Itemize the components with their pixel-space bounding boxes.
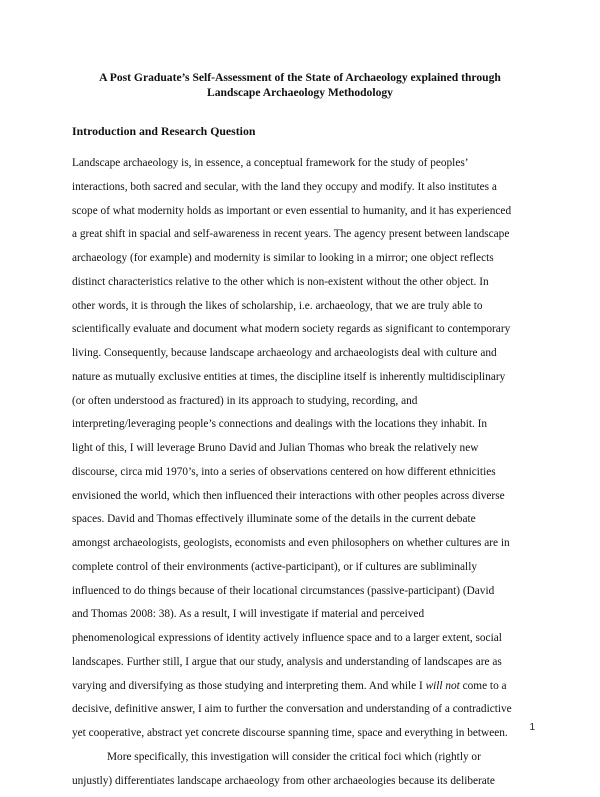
emphasis-text: will not [426,680,460,692]
body-line: complete control of their environments (active-participant), or if cultures are subliminally [72,560,542,584]
body-line: envisioned the world, which then influenced their interactions with other peoples across diverse [72,489,542,513]
body-line: discourse, circa mid 1970’s, into a series of observations centered on how different ethnicities [72,465,542,489]
body-line: other words, it is through the likes of scholarship, i.e. archaeology, that we are truly able to [72,299,542,323]
title-line-1: A Post Graduate’s Self-Assessment of the State of Archaeology explained through [60,70,540,85]
body-line: living. Consequently, because landscape archaeology and archaeologists deal with culture and [72,346,542,370]
body-line: and Thomas 2008: 38). As a result, I will investigate if material and perceived [72,607,542,631]
body-text [72,156,542,797]
body-line: interpreting/leveraging people’s connections and dealings with the locations they inhabit. In [72,417,542,441]
body-line: landscapes. Further still, I argue that our study, analysis and understanding of landscapes are as [72,655,542,679]
body-line: distinct characteristics relative to the other which is non-existent without the other object. In [72,275,542,299]
body-line: nature as mutually exclusive entities at times, the discipline itself is inherently multidisciplinary [72,370,542,394]
body-line: varying and diversifying as those studying and interpreting them. And while I will not come to a [72,679,542,703]
body-line: unjustly) differentiates landscape archaeology from other archaeologies because its deliberate [72,774,542,797]
body-line: light of this, I will leverage Bruno David and Julian Thomas who break the relatively new [72,441,542,465]
section-heading: Introduction and Research Question [72,124,255,139]
body-line: a great shift in spacial and self-awareness in recent years. The agency present between landscape [72,227,542,251]
body-line: archaeology (for example) and modernity is similar to looking in a mirror; one object reflects [72,251,542,275]
body-line: yet cooperative, abstract yet concrete discourse spanning time, space and everything in between. [72,726,542,750]
body-line: influenced to do things because of their locational circumstances (passive-participant) (David [72,584,542,608]
title-line-2: Landscape Archaeology Methodology [60,85,540,100]
body-line: Landscape archaeology is, in essence, a conceptual framework for the study of peoples’ [72,156,542,180]
body-line: interactions, both sacred and secular, with the land they occupy and modify. It also institutes a [72,180,542,204]
body-line: scientifically evaluate and document what modern society regards as significant to contemporary [72,322,542,346]
body-line: (or often understood as fractured) in its approach to studying, recording, and [72,394,542,418]
body-line-indented: More specifically, this investigation will consider the critical foci which (rightly or [72,750,542,774]
body-line: phenomenological expressions of identity actively influence space and to a larger extent, social [72,631,542,655]
body-line: spaces. David and Thomas effectively illuminate some of the details in the current debate [72,512,542,536]
page-number: 1 [529,722,535,733]
body-line: decisive, definitive answer, I aim to further the conversation and understanding of a contradictive [72,702,542,726]
body-line: amongst archaeologists, geologists, economists and even philosophers on whether cultures are in [72,536,542,560]
document-title [60,70,540,100]
body-line: scope of what modernity holds as important or even essential to humanity, and it has experienced [72,204,542,228]
